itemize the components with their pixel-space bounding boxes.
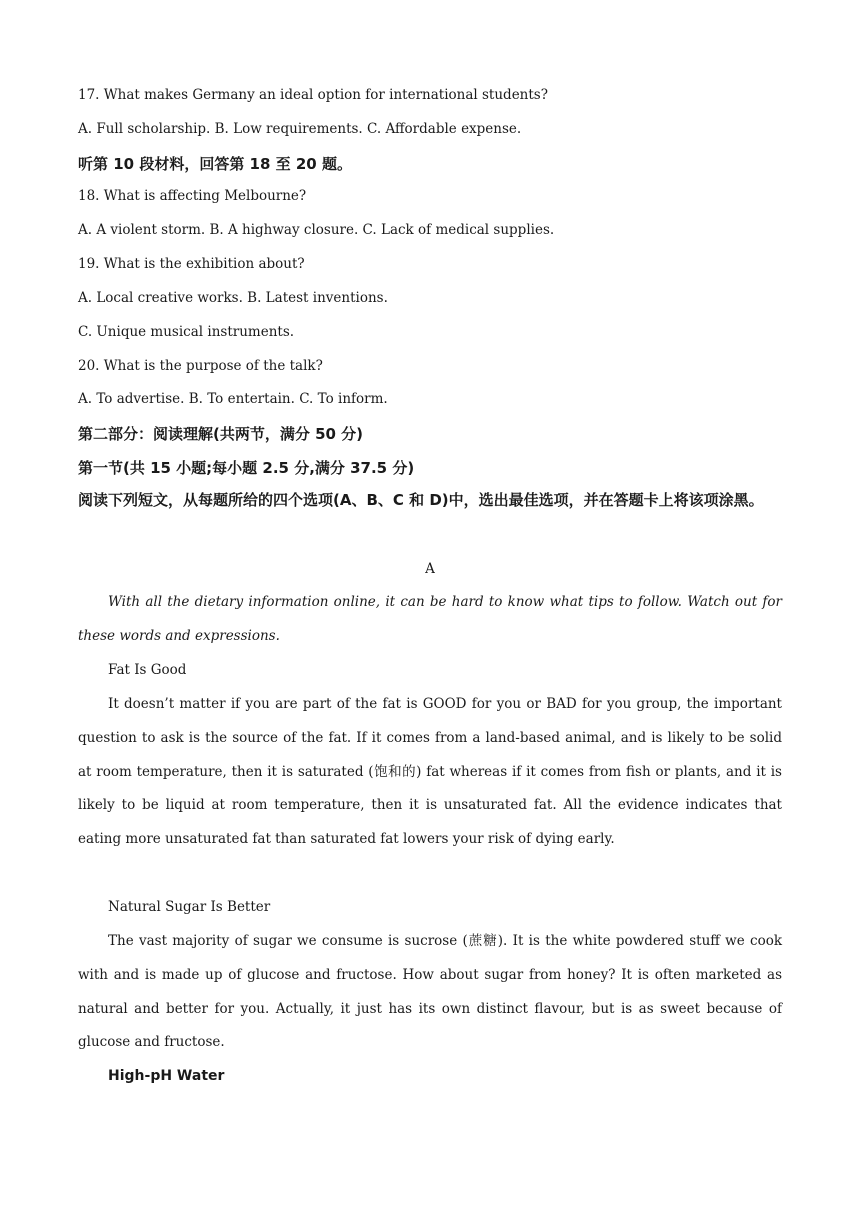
heading-fat-is-good: Fat Is Good xyxy=(108,662,187,678)
question-17: 17. What makes Germany an ideal option for international students? xyxy=(78,87,548,103)
question-17-options: A. Full scholarship. B. Low requirements. C. Affordable expense. xyxy=(78,121,522,137)
paragraph-sugar: The vast majority of sugar we consume is sucrose (蔗糖). It is the white powdered stuff we cook with and is made up of glucose and fructose. How about sugar from honey? It is often marketed as natural and better for you. Actually, it just has its own distinct flavour, but is as sweet because of glucose and fructose. xyxy=(78,933,782,1051)
passage-intro: With all the dietary information online, it can be hard to know what tips to follow. Watch out for these words and expressions. xyxy=(78,594,782,644)
question-18-options: A. A violent storm. B. A highway closure. C. Lack of medical supplies. xyxy=(78,222,555,238)
passage-letter: A xyxy=(425,561,435,577)
heading-natural-sugar: Natural Sugar Is Better xyxy=(108,899,271,915)
question-20: 20. What is the purpose of the talk? xyxy=(78,358,323,374)
part-title: 第二部分：阅读理解(共两节，满分 50 分) xyxy=(78,425,364,443)
question-19-options: A. Local creative works. B. Latest inventions. xyxy=(78,290,388,306)
reading-instructions: 阅读下列短文，从每题所给的四个选项(A、B、C 和 D)中，选出最佳选项，并在答题卡上将该项涂黑。 xyxy=(78,491,764,509)
paragraph-fat: It doesn’t matter if you are part of the fat is GOOD for you or BAD for you group, the important question to ask is the source of the fat. If it comes from a land-based animal, and is likely to be solid at room temperature, then it is saturated (饱和的) fat whereas if it comes from fish or plants, and it is likely to be liquid at room temperature, then it is unsaturated fat. All the evidence indicates that eating more unsaturated fat than saturated fat lowers your risk of dying early. xyxy=(78,696,782,848)
question-19: 19. What is the exhibition about? xyxy=(78,256,305,272)
heading-high-ph-water: High-pH Water xyxy=(108,1068,225,1084)
section-10-instruction: 听第 10 段材料，回答第 18 至 20 题。 xyxy=(78,155,352,173)
question-20-options: A. To advertise. B. To entertain. C. To inform. xyxy=(78,391,388,407)
question-19-options-2: C. Unique musical instruments. xyxy=(78,324,295,340)
section-title: 第一节(共 15 小题;每小题 2.5 分,满分 37.5 分) xyxy=(78,459,415,477)
question-18: 18. What is affecting Melbourne? xyxy=(78,188,307,204)
